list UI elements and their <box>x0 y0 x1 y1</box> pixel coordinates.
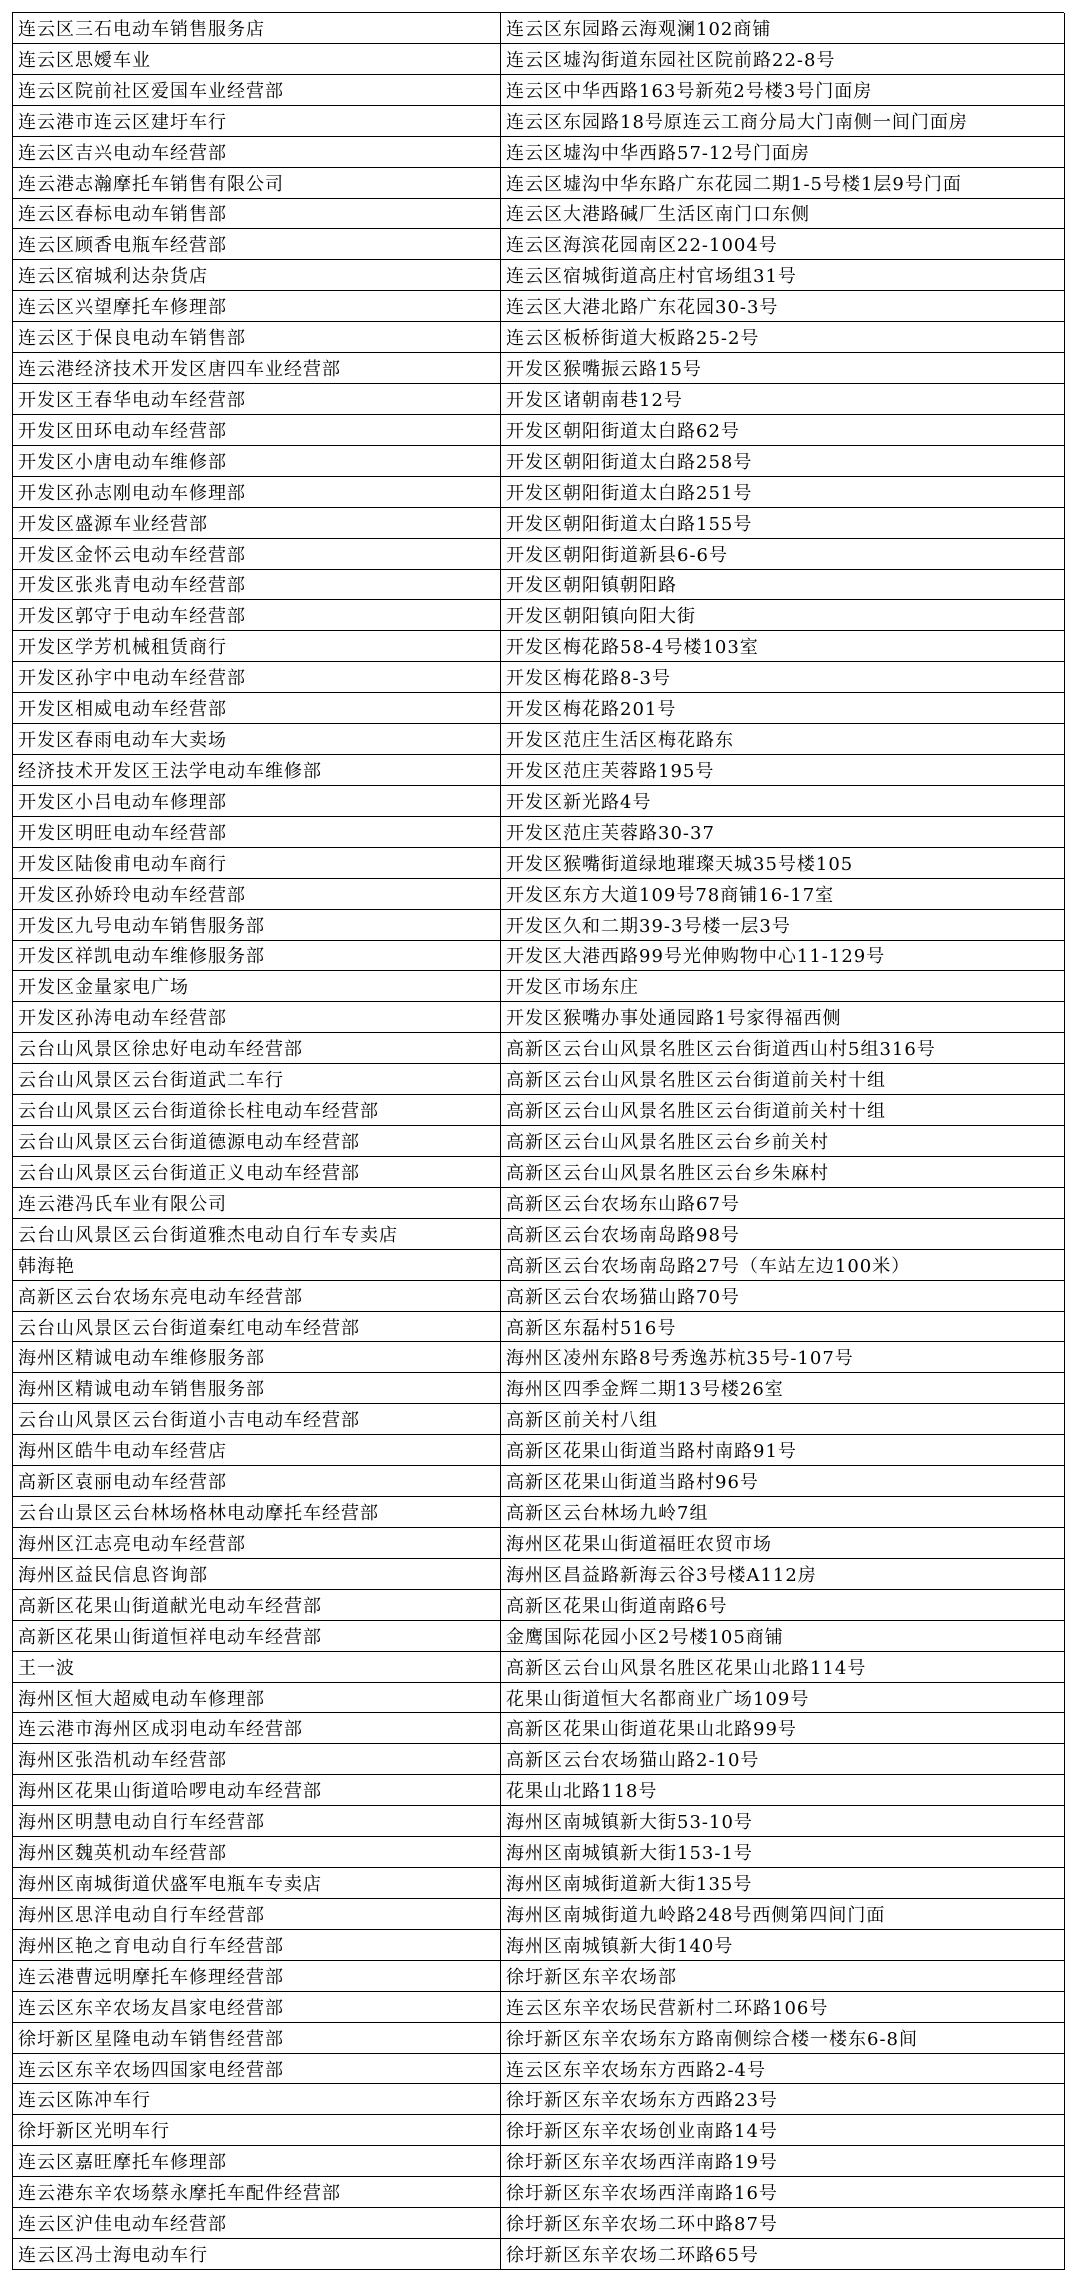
store-name-cell: 连云区三石电动车销售服务店 <box>13 13 501 44</box>
store-address-cell: 海州区南城镇新大街140号 <box>501 1930 1065 1961</box>
store-name-cell: 开发区祥凯电动车维修服务部 <box>13 941 501 972</box>
store-address-cell: 连云区大港北路广东花园30-3号 <box>501 291 1065 322</box>
store-name-cell: 云台山风景区云台街道小吉电动车经营部 <box>13 1404 501 1435</box>
store-address-cell: 连云区墟沟中华东路广东花园二期1-5号楼1层9号门面 <box>501 168 1065 199</box>
store-name-cell: 云台山景区云台林场格林电动摩托车经营部 <box>13 1497 501 1528</box>
store-address-cell: 高新区云台农场猫山路2-10号 <box>501 1744 1065 1775</box>
store-name-cell: 云台山风景区云台街道秦红电动车经营部 <box>13 1312 501 1343</box>
store-name-cell: 海州区精诚电动车销售服务部 <box>13 1373 501 1404</box>
store-name-cell: 连云区吉兴电动车经营部 <box>13 137 501 168</box>
store-address-cell: 开发区久和二期39-3号楼一层3号 <box>501 910 1065 941</box>
store-name-cell: 连云区宿城利达杂货店 <box>13 260 501 291</box>
store-address-cell: 高新区花果山街道当路村96号 <box>501 1466 1065 1497</box>
store-name-cell: 开发区盛源车业经营部 <box>13 508 501 539</box>
store-address-cell: 花果山北路118号 <box>501 1775 1065 1806</box>
store-name-cell: 海州区魏英机动车经营部 <box>13 1837 501 1868</box>
store-name-cell: 开发区孙宇中电动车经营部 <box>13 662 501 693</box>
store-name-cell: 开发区金怀云电动车经营部 <box>13 539 501 570</box>
store-name-cell: 连云港志瀚摩托车销售有限公司 <box>13 168 501 199</box>
store-name-cell: 开发区小唐电动车维修部 <box>13 446 501 477</box>
store-address-cell: 海州区凌州东路8号秀逸苏杭35号-107号 <box>501 1342 1065 1373</box>
store-name-cell: 海州区皓牛电动车经营店 <box>13 1435 501 1466</box>
store-name-cell: 开发区金量家电广场 <box>13 971 501 1002</box>
store-name-cell: 开发区王春华电动车经营部 <box>13 384 501 415</box>
store-address-cell: 开发区朝阳街道太白路62号 <box>501 415 1065 446</box>
store-name-cell: 海州区艳之育电动自行车经营部 <box>13 1930 501 1961</box>
store-address-cell: 开发区朝阳街道新县6-6号 <box>501 539 1065 570</box>
store-address-cell: 开发区朝阳镇朝阳路 <box>501 570 1065 601</box>
store-address-cell: 开发区东方大道109号78商铺16-17室 <box>501 879 1065 910</box>
store-address-cell: 海州区南城镇新大街53-10号 <box>501 1806 1065 1837</box>
store-address-cell: 连云区东辛农场民营新村二环路106号 <box>501 1992 1065 2023</box>
store-name-cell: 开发区小吕电动车修理部 <box>13 786 501 817</box>
store-address-cell: 海州区四季金辉二期13号楼26室 <box>501 1373 1065 1404</box>
store-name-cell: 连云区思嬡车业 <box>13 44 501 75</box>
store-address-cell: 高新区云台山风景名胜区花果山北路114号 <box>501 1652 1065 1683</box>
store-name-cell: 连云区兴望摩托车修理部 <box>13 291 501 322</box>
store-address-cell: 开发区范庄芙蓉路195号 <box>501 755 1065 786</box>
store-name-cell: 连云区顾香电瓶车经营部 <box>13 229 501 260</box>
store-address-cell: 高新区云台农场猫山路70号 <box>501 1281 1065 1312</box>
store-name-cell: 云台山风景区云台街道武二车行 <box>13 1064 501 1095</box>
store-name-cell: 开发区田环电动车经营部 <box>13 415 501 446</box>
store-address-cell: 连云区板桥街道大板路25-2号 <box>501 322 1065 353</box>
store-address-cell: 徐圩新区东辛农场东方路南侧综合楼一楼东6-8间 <box>501 2023 1065 2054</box>
store-name-cell: 云台山风景区云台街道德源电动车经营部 <box>13 1126 501 1157</box>
store-address-cell: 开发区范庄生活区梅花路东 <box>501 724 1065 755</box>
store-name-cell: 云台山风景区云台街道徐长柱电动车经营部 <box>13 1095 501 1126</box>
store-table <box>12 12 1064 2270</box>
store-name-cell: 海州区张浩机动车经营部 <box>13 1744 501 1775</box>
store-address-cell: 高新区东磊村516号 <box>501 1312 1065 1343</box>
store-name-cell: 连云港市连云区建圩车行 <box>13 106 501 137</box>
store-name-cell: 高新区云台农场东亮电动车经营部 <box>13 1281 501 1312</box>
store-address-cell: 开发区猴嘴办事处通园路1号家得福西侧 <box>501 1002 1065 1033</box>
store-address-cell: 高新区云台农场南岛路98号 <box>501 1219 1065 1250</box>
store-name-cell: 连云港曹远明摩托车修理经营部 <box>13 1961 501 1992</box>
store-name-cell: 韩海艳 <box>13 1250 501 1281</box>
store-address-cell: 海州区南城街道九岭路248号西侧第四间门面 <box>501 1899 1065 1930</box>
store-address-cell: 连云区宿城街道高庄村官场组31号 <box>501 260 1065 291</box>
store-name-cell: 开发区陆俊甫电动车商行 <box>13 848 501 879</box>
store-name-cell: 海州区思洋电动自行车经营部 <box>13 1899 501 1930</box>
store-address-cell: 高新区前关村八组 <box>501 1404 1065 1435</box>
store-name-cell: 连云区东辛农场四国家电经营部 <box>13 2054 501 2085</box>
store-address-cell: 连云区东辛农场东方西路2-4号 <box>501 2054 1065 2085</box>
store-name-cell: 海州区恒大超威电动车修理部 <box>13 1683 501 1714</box>
store-address-cell: 开发区梅花路201号 <box>501 693 1065 724</box>
store-name-cell: 连云区陈冲车行 <box>13 2084 501 2115</box>
store-name-cell: 开发区孙涛电动车经营部 <box>13 1002 501 1033</box>
store-address-cell: 连云区中华西路163号新苑2号楼3号门面房 <box>501 75 1065 106</box>
store-name-cell: 连云区嘉旺摩托车修理部 <box>13 2146 501 2177</box>
store-name-cell: 云台山风景区徐忠好电动车经营部 <box>13 1033 501 1064</box>
store-address-cell: 高新区云台山风景名胜区云台街道前关村十组 <box>501 1064 1065 1095</box>
store-name-cell: 连云区冯士海电动车行 <box>13 2239 501 2270</box>
store-address-cell: 连云区墟沟街道东园社区院前路22-8号 <box>501 44 1065 75</box>
store-address-cell: 连云区海滨花园南区22-1004号 <box>501 229 1065 260</box>
store-address-cell: 开发区诸朝南巷12号 <box>501 384 1065 415</box>
store-address-cell: 开发区朝阳镇向阳大街 <box>501 600 1065 631</box>
store-name-cell: 高新区花果山街道献光电动车经营部 <box>13 1590 501 1621</box>
store-name-cell: 连云港市海州区成羽电动车经营部 <box>13 1713 501 1744</box>
store-name-cell: 云台山风景区云台街道正义电动车经营部 <box>13 1157 501 1188</box>
store-address-cell: 徐圩新区东辛农场二环中路87号 <box>501 2208 1065 2239</box>
store-name-cell: 开发区九号电动车销售服务部 <box>13 910 501 941</box>
store-address-cell: 高新区云台山风景名胜区云台乡前关村 <box>501 1126 1065 1157</box>
store-address-cell: 连云区东园路云海观澜102商铺 <box>501 13 1065 44</box>
store-name-cell: 王一波 <box>13 1652 501 1683</box>
store-name-cell: 连云区院前社区爱国车业经营部 <box>13 75 501 106</box>
store-name-cell: 开发区张兆青电动车经营部 <box>13 570 501 601</box>
store-address-cell: 开发区梅花路8-3号 <box>501 662 1065 693</box>
store-name-cell: 海州区益民信息咨询部 <box>13 1559 501 1590</box>
store-address-cell: 金鹰国际花园小区2号楼105商铺 <box>501 1621 1065 1652</box>
store-address-cell: 连云区墟沟中华西路57-12号门面房 <box>501 137 1065 168</box>
store-name-cell: 徐圩新区光明车行 <box>13 2115 501 2146</box>
store-address-cell: 开发区猴嘴街道绿地璀璨天城35号楼105 <box>501 848 1065 879</box>
store-address-cell: 海州区昌益路新海云谷3号楼A112房 <box>501 1559 1065 1590</box>
store-name-cell: 连云区东辛农场友昌家电经营部 <box>13 1992 501 2023</box>
store-address-cell: 开发区猴嘴振云路15号 <box>501 353 1065 384</box>
store-name-cell: 海州区明慧电动自行车经营部 <box>13 1806 501 1837</box>
store-name-cell: 连云区沪佳电动车经营部 <box>13 2208 501 2239</box>
store-name-cell: 开发区相威电动车经营部 <box>13 693 501 724</box>
store-address-cell: 徐圩新区东辛农场西洋南路19号 <box>501 2146 1065 2177</box>
store-address-cell: 高新区云台农场南岛路27号（车站左边100米） <box>501 1250 1065 1281</box>
store-address-cell: 徐圩新区东辛农场东方西路23号 <box>501 2084 1065 2115</box>
store-name-cell: 海州区花果山街道哈啰电动车经营部 <box>13 1775 501 1806</box>
store-address-cell: 开发区朝阳街道太白路155号 <box>501 508 1065 539</box>
store-name-cell: 连云区于保良电动车销售部 <box>13 322 501 353</box>
store-name-cell: 高新区袁丽电动车经营部 <box>13 1466 501 1497</box>
store-address-cell: 徐圩新区东辛农场创业南路14号 <box>501 2115 1065 2146</box>
store-address-cell: 开发区朝阳街道太白路251号 <box>501 477 1065 508</box>
store-name-cell: 高新区花果山街道恒祥电动车经营部 <box>13 1621 501 1652</box>
store-address-cell: 花果山街道恒大名都商业广场109号 <box>501 1683 1065 1714</box>
store-address-cell: 海州区花果山街道福旺农贸市场 <box>501 1528 1065 1559</box>
store-address-cell: 开发区市场东庄 <box>501 971 1065 1002</box>
store-address-cell: 徐圩新区东辛农场部 <box>501 1961 1065 1992</box>
store-address-cell: 高新区云台山风景名胜区云台街道前关村十组 <box>501 1095 1065 1126</box>
store-address-cell: 连云区大港路碱厂生活区南门口东侧 <box>501 199 1065 230</box>
store-address-cell: 海州区南城街道新大街135号 <box>501 1868 1065 1899</box>
store-name-cell: 连云区春标电动车销售部 <box>13 199 501 230</box>
store-name-cell: 连云港冯氏车业有限公司 <box>13 1188 501 1219</box>
store-address-cell: 高新区花果山街道南路6号 <box>501 1590 1065 1621</box>
store-address-cell: 徐圩新区东辛农场西洋南路16号 <box>501 2177 1065 2208</box>
store-name-cell: 开发区春雨电动车大卖场 <box>13 724 501 755</box>
store-address-cell: 高新区云台山风景名胜区云台乡朱麻村 <box>501 1157 1065 1188</box>
store-name-cell: 经济技术开发区王法学电动车维修部 <box>13 755 501 786</box>
store-name-cell: 连云港东辛农场蔡永摩托车配件经营部 <box>13 2177 501 2208</box>
store-address-cell: 连云区东园路18号原连云工商分局大门南侧一间门面房 <box>501 106 1065 137</box>
store-address-cell: 海州区南城镇新大街153-1号 <box>501 1837 1065 1868</box>
store-name-cell: 海州区精诚电动车维修服务部 <box>13 1342 501 1373</box>
store-address-cell: 开发区范庄芙蓉路30-37 <box>501 817 1065 848</box>
store-name-cell: 开发区郭守于电动车经营部 <box>13 600 501 631</box>
store-address-cell: 徐圩新区东辛农场二环路65号 <box>501 2239 1065 2270</box>
store-address-cell: 高新区云台林场九岭7组 <box>501 1497 1065 1528</box>
store-name-cell: 开发区学芳机械租赁商行 <box>13 631 501 662</box>
store-name-cell: 海州区江志亮电动车经营部 <box>13 1528 501 1559</box>
store-address-cell: 高新区云台农场东山路67号 <box>501 1188 1065 1219</box>
store-address-cell: 开发区梅花路58-4号楼103室 <box>501 631 1065 662</box>
store-name-cell: 开发区孙娇玲电动车经营部 <box>13 879 501 910</box>
store-name-cell: 海州区南城街道伏盛军电瓶车专卖店 <box>13 1868 501 1899</box>
store-address-cell: 高新区云台山风景名胜区云台街道西山村5组316号 <box>501 1033 1065 1064</box>
store-name-cell: 连云港经济技术开发区唐四车业经营部 <box>13 353 501 384</box>
store-address-cell: 开发区朝阳街道太白路258号 <box>501 446 1065 477</box>
store-address-cell: 开发区新光路4号 <box>501 786 1065 817</box>
store-address-cell: 高新区花果山街道当路村南路91号 <box>501 1435 1065 1466</box>
store-name-cell: 徐圩新区星隆电动车销售经营部 <box>13 2023 501 2054</box>
store-name-cell: 开发区明旺电动车经营部 <box>13 817 501 848</box>
store-address-cell: 开发区大港西路99号光伸购物中心11-129号 <box>501 941 1065 972</box>
store-name-cell: 开发区孙志刚电动车修理部 <box>13 477 501 508</box>
store-name-cell: 云台山风景区云台街道雅杰电动自行车专卖店 <box>13 1219 501 1250</box>
store-address-cell: 高新区花果山街道花果山北路99号 <box>501 1713 1065 1744</box>
